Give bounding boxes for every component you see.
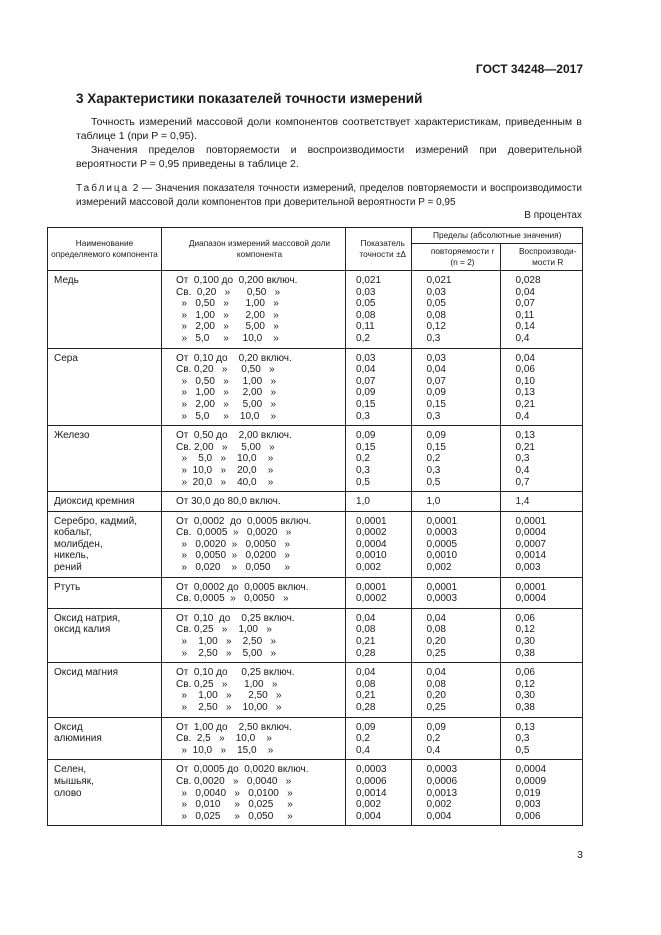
cell-line: 0,21 bbox=[356, 690, 376, 702]
cell-line: 0,019 bbox=[515, 787, 541, 799]
cell-line: От 1,00 до 2,50 включ. bbox=[175, 721, 292, 733]
cell-line: 0,3 bbox=[356, 410, 370, 422]
cell-line: мышьяк, bbox=[54, 775, 94, 787]
cell-line: 0,4 bbox=[515, 410, 530, 422]
cell-line: 0,08 bbox=[356, 309, 376, 321]
cell-line: 0,004 bbox=[356, 810, 382, 822]
cell-line: Диоксид кремния bbox=[54, 496, 135, 508]
cell-accuracy bbox=[346, 426, 412, 492]
cell-line: 0,3 bbox=[426, 332, 441, 344]
cell-accuracy bbox=[346, 760, 412, 826]
cell-line: 0,0004 bbox=[515, 593, 547, 605]
cell-line: 0,38 bbox=[515, 702, 535, 713]
paragraph-limits: Значения пределов повторяемости и воспроизводимости измерений при доверительной вероятности P = 0,95 приведены в таблице 2. bbox=[76, 144, 582, 170]
cell-line: 0,002 bbox=[356, 562, 382, 574]
cell-line: » 5,0 » 10,0 » bbox=[175, 453, 274, 465]
cell-line: 0,0006 bbox=[356, 775, 387, 787]
cell-line: 0,21 bbox=[356, 636, 376, 648]
cell-line: 0,20 bbox=[426, 636, 446, 648]
cell-reproducibility bbox=[501, 608, 583, 662]
cell-line: Св. 0,0005 » 0,0050 » bbox=[175, 593, 289, 605]
cell-line: 0,25 bbox=[426, 647, 446, 659]
cell-line: 0,04 bbox=[515, 286, 535, 298]
cell-line: 0,06 bbox=[515, 364, 535, 376]
header-limits: Пределы (абсолютные значения) bbox=[412, 228, 583, 244]
cell-reproducibility bbox=[501, 760, 583, 826]
cell-line: 0,12 bbox=[426, 321, 446, 333]
cell-line: 0,0003 bbox=[426, 764, 458, 776]
cell-line: 0,07 bbox=[356, 375, 376, 387]
cell-line: » 0,0050 » 0,0200 » bbox=[175, 550, 290, 562]
cell-reproducibility bbox=[501, 271, 583, 349]
cell-line: 0,4 bbox=[515, 464, 530, 476]
cell-accuracy bbox=[346, 608, 412, 662]
cell-line: 0,002 bbox=[426, 562, 452, 574]
cell-line: От 0,10 до 0,20 включ. bbox=[175, 352, 292, 364]
cell-line: 0,04 bbox=[426, 667, 446, 679]
cell-line: 0,0004 bbox=[515, 527, 547, 539]
cell-line: 0,08 bbox=[356, 678, 376, 690]
cell-line: 0,3 bbox=[426, 410, 441, 422]
cell-line: 0,0001 bbox=[356, 515, 387, 527]
header-reproducibility: Воспроизводи-мости R bbox=[501, 244, 583, 271]
cell-reproducibility bbox=[501, 717, 583, 760]
cell-line: От 0,50 до 2,00 включ. bbox=[175, 430, 292, 442]
cell-line: 0,08 bbox=[426, 678, 446, 690]
cell-reproducibility bbox=[501, 663, 583, 717]
cell-line: 0,04 bbox=[356, 364, 376, 376]
cell-line: 0,28 bbox=[356, 647, 376, 659]
cell-line: 0,38 bbox=[515, 647, 535, 659]
cell-line: 0,03 bbox=[356, 352, 376, 364]
table-caption bbox=[76, 182, 582, 210]
cell-line: 0,006 bbox=[515, 810, 541, 822]
cell-line: 0,0004 bbox=[515, 764, 547, 776]
cell-line: Св. 0,20 » 0,50 » bbox=[175, 286, 281, 298]
cell-line: 0,13 bbox=[515, 721, 535, 733]
cell-line: 0,08 bbox=[356, 624, 376, 636]
cell-line: 0,0001 bbox=[515, 581, 547, 593]
cell-repeatability bbox=[412, 426, 501, 492]
table-row bbox=[48, 271, 583, 349]
cell-range bbox=[161, 663, 345, 717]
cell-line: 1,0 bbox=[356, 496, 370, 508]
cell-line: 0,003 bbox=[515, 799, 541, 811]
cell-line: 0,5 bbox=[356, 476, 370, 488]
cell-line: 0,4 bbox=[356, 744, 370, 756]
cell-line: кобальт, bbox=[54, 527, 92, 539]
cell-line: 0,10 bbox=[515, 375, 535, 387]
cell-line: 0,12 bbox=[515, 624, 535, 636]
table-row bbox=[48, 426, 583, 492]
cell-line: Св. 0,25 » 1,00 » bbox=[175, 624, 272, 636]
cell-repeatability bbox=[412, 717, 501, 760]
cell-accuracy bbox=[346, 717, 412, 760]
cell-line: Св. 0,25 » 1,00 » bbox=[175, 678, 278, 690]
cell-range bbox=[161, 511, 345, 577]
cell-line: 0,04 bbox=[356, 667, 376, 679]
cell-line: » 1,00 » 2,50 » bbox=[175, 636, 277, 648]
cell-line: 0,05 bbox=[426, 298, 446, 310]
cell-component bbox=[48, 760, 162, 826]
cell-component bbox=[48, 717, 162, 760]
table-unit: В процентах bbox=[524, 210, 582, 221]
cell-line: От 0,0005 до 0,0020 включ. bbox=[175, 764, 309, 776]
cell-accuracy bbox=[346, 577, 412, 608]
cell-accuracy bbox=[346, 663, 412, 717]
cell-component bbox=[48, 577, 162, 608]
cell-line: 0,21 bbox=[515, 441, 535, 453]
cell-reproducibility bbox=[501, 492, 583, 512]
cell-line: 0,0003 bbox=[426, 593, 458, 605]
cell-line: » 1,00 » 2,00 » bbox=[175, 309, 279, 321]
cell-repeatability bbox=[412, 271, 501, 349]
cell-line: 0,2 bbox=[356, 733, 370, 745]
cell-range bbox=[161, 348, 345, 426]
cell-line: 0,004 bbox=[426, 810, 452, 822]
cell-line: 0,11 bbox=[356, 321, 375, 333]
header-repeatability: повторяемости r (n = 2) bbox=[412, 244, 501, 271]
cell-line: 0,09 bbox=[356, 721, 376, 733]
cell-repeatability bbox=[412, 760, 501, 826]
standard-number: ГОСТ 34248—2017 bbox=[475, 62, 583, 76]
cell-line: 0,2 bbox=[356, 332, 370, 344]
cell-line: 0,08 bbox=[426, 624, 446, 636]
cell-repeatability bbox=[412, 348, 501, 426]
section-title: 3 Характеристики показателей точности измерений bbox=[76, 91, 423, 106]
cell-range bbox=[161, 426, 345, 492]
precision-table bbox=[47, 227, 583, 826]
cell-line: никель, bbox=[54, 550, 89, 562]
cell-reproducibility bbox=[501, 348, 583, 426]
cell-line: 0,0002 bbox=[356, 527, 387, 539]
cell-line: 0,0003 bbox=[426, 527, 458, 539]
cell-line: 0,04 bbox=[515, 352, 535, 364]
cell-line: » 2,50 » 5,00 » bbox=[175, 647, 277, 659]
cell-line: 0,0014 bbox=[515, 550, 547, 562]
cell-line: » 0,0020 » 0,0050 » bbox=[175, 538, 290, 550]
cell-line: Железо bbox=[54, 430, 90, 442]
cell-line: 0,15 bbox=[356, 441, 376, 453]
cell-line: От 0,100 до 0,200 включ. bbox=[175, 275, 298, 286]
cell-range bbox=[161, 717, 345, 760]
cell-line: Св. 2,00 » 5,00 » bbox=[175, 441, 275, 453]
cell-component bbox=[48, 426, 162, 492]
cell-line: 0,7 bbox=[515, 476, 530, 488]
cell-line: 0,2 bbox=[426, 453, 441, 465]
header-accuracy: Показатель точности ±Δ bbox=[346, 228, 412, 271]
table-row bbox=[48, 577, 583, 608]
cell-line: 0,04 bbox=[356, 612, 376, 624]
cell-line: 0,0014 bbox=[356, 787, 387, 799]
cell-line: Оксид bbox=[54, 721, 83, 733]
cell-line: » 0,50 » 1,00 » bbox=[175, 375, 277, 387]
cell-line: 0,09 bbox=[426, 721, 446, 733]
cell-line: 0,002 bbox=[356, 799, 382, 811]
cell-repeatability bbox=[412, 608, 501, 662]
cell-line: 1,0 bbox=[426, 496, 441, 508]
cell-line: 0,0002 bbox=[356, 593, 387, 605]
cell-line: 0,21 bbox=[515, 398, 535, 410]
cell-line: » 20,0 » 40,0 » bbox=[175, 476, 274, 488]
cell-line: 0,06 bbox=[515, 667, 535, 679]
cell-line: 0,2 bbox=[356, 453, 370, 465]
cell-line: 0,28 bbox=[356, 702, 376, 713]
cell-line: 0,0001 bbox=[426, 581, 458, 593]
cell-line: От 30,0 до 80,0 включ. bbox=[175, 496, 281, 508]
cell-line: алюминия bbox=[54, 733, 102, 745]
cell-line: » 2,00 » 5,00 » bbox=[175, 321, 279, 333]
table-row bbox=[48, 717, 583, 760]
cell-line: 0,05 bbox=[356, 298, 376, 310]
cell-line: 0,0001 bbox=[426, 515, 458, 527]
table-row bbox=[48, 663, 583, 717]
cell-line: 0,03 bbox=[426, 352, 446, 364]
cell-line: От 0,0002 до 0,0005 включ. bbox=[175, 515, 312, 527]
table-row bbox=[48, 348, 583, 426]
cell-line: 0,04 bbox=[426, 612, 446, 624]
cell-line: » 0,0040 » 0,0100 » bbox=[175, 787, 293, 799]
cell-line: » 0,025 » 0,050 » bbox=[175, 810, 293, 822]
cell-line: 0,3 bbox=[426, 464, 441, 476]
cell-line: 0,0004 bbox=[356, 538, 387, 550]
cell-line: 0,0001 bbox=[356, 581, 387, 593]
cell-line: Сера bbox=[54, 352, 78, 364]
cell-line: » 0,50 » 1,00 » bbox=[175, 298, 279, 310]
cell-line: Медь bbox=[54, 275, 79, 286]
table-row bbox=[48, 608, 583, 662]
cell-line: » 1,00 » 2,50 » bbox=[175, 690, 282, 702]
cell-line: 0,0001 bbox=[515, 515, 547, 527]
cell-line: 0,11 bbox=[515, 309, 535, 321]
cell-line: 0,3 bbox=[356, 464, 370, 476]
cell-repeatability bbox=[412, 511, 501, 577]
cell-line: 0,0010 bbox=[356, 550, 387, 562]
cell-range bbox=[161, 608, 345, 662]
cell-line: 0,5 bbox=[426, 476, 441, 488]
page-number: 3 bbox=[577, 849, 583, 861]
cell-line: 0,25 bbox=[426, 702, 446, 713]
cell-line: 0,04 bbox=[426, 364, 446, 376]
cell-line: » 10,0 » 15,0 » bbox=[175, 744, 274, 756]
cell-line: Серебро, кадмий, bbox=[54, 515, 138, 527]
cell-line: 0,08 bbox=[426, 309, 446, 321]
cell-line: 0,09 bbox=[426, 430, 446, 442]
cell-line: 0,15 bbox=[356, 398, 376, 410]
cell-line: 0,0010 bbox=[426, 550, 458, 562]
cell-line: оксид калия bbox=[54, 624, 111, 636]
cell-line: 0,30 bbox=[515, 690, 535, 702]
cell-line: Селен, bbox=[54, 764, 87, 776]
cell-range bbox=[161, 492, 345, 512]
cell-component bbox=[48, 663, 162, 717]
cell-line: 0,0006 bbox=[426, 775, 458, 787]
cell-line: 0,3 bbox=[515, 453, 530, 465]
cell-line: Св. 0,0005 » 0,0020 » bbox=[175, 527, 292, 539]
cell-line: 0,07 bbox=[515, 298, 535, 310]
cell-line: От 0,0002 до 0,0005 включ. bbox=[175, 581, 309, 593]
cell-line: 0,15 bbox=[426, 441, 446, 453]
cell-line: 0,03 bbox=[426, 286, 446, 298]
cell-accuracy bbox=[346, 511, 412, 577]
cell-line: 0,06 bbox=[515, 612, 535, 624]
cell-line: 0,14 bbox=[515, 321, 535, 333]
cell-line: молибден, bbox=[54, 538, 103, 550]
cell-line: 0,5 bbox=[515, 744, 530, 756]
cell-accuracy bbox=[346, 271, 412, 349]
cell-line: 0,002 bbox=[426, 799, 452, 811]
cell-line: » 0,020 » 0,050 » bbox=[175, 562, 290, 574]
cell-accuracy bbox=[346, 492, 412, 512]
cell-line: 0,3 bbox=[515, 733, 530, 745]
cell-line: От 0,10 до 0,25 включ. bbox=[175, 667, 295, 679]
cell-line: » 0,010 » 0,025 » bbox=[175, 799, 293, 811]
cell-line: 0,0003 bbox=[356, 764, 387, 776]
cell-line: 0,021 bbox=[426, 275, 452, 286]
cell-reproducibility bbox=[501, 426, 583, 492]
cell-component bbox=[48, 608, 162, 662]
cell-repeatability bbox=[412, 492, 501, 512]
cell-line: 0,30 bbox=[515, 636, 535, 648]
cell-component bbox=[48, 271, 162, 349]
cell-line: 0,03 bbox=[356, 286, 376, 298]
cell-line: 0,20 bbox=[426, 690, 446, 702]
cell-line: Ртуть bbox=[54, 581, 81, 593]
cell-component bbox=[48, 348, 162, 426]
cell-repeatability bbox=[412, 577, 501, 608]
cell-line: Св. 2,5 » 10,0 » bbox=[175, 733, 272, 745]
cell-line: рений bbox=[54, 562, 82, 574]
cell-line: 0,4 bbox=[426, 744, 441, 756]
cell-line: 0,13 bbox=[515, 387, 535, 399]
cell-reproducibility bbox=[501, 577, 583, 608]
cell-range bbox=[161, 271, 345, 349]
cell-line: 0,15 bbox=[426, 398, 446, 410]
cell-line: Св. 0,0020 » 0,0040 » bbox=[175, 775, 292, 787]
cell-line: » 5,0 » 10,0 » bbox=[175, 332, 279, 344]
cell-line: 0,0009 bbox=[515, 775, 547, 787]
table-caption-label: Таблица bbox=[76, 183, 130, 194]
cell-line: 0,09 bbox=[356, 430, 376, 442]
cell-line: » 1,00 » 2,00 » bbox=[175, 387, 277, 399]
cell-line: От 0,10 до 0,25 включ. bbox=[175, 612, 295, 624]
cell-line: 0,4 bbox=[515, 332, 530, 344]
cell-line: 1,4 bbox=[515, 496, 530, 508]
cell-line: 0,2 bbox=[426, 733, 441, 745]
cell-component bbox=[48, 511, 162, 577]
cell-line: 0,028 bbox=[515, 275, 541, 286]
cell-line: 0,0007 bbox=[515, 538, 547, 550]
cell-reproducibility bbox=[501, 511, 583, 577]
cell-line: Св. 0,20 » 0,50 » bbox=[175, 364, 275, 376]
table-body bbox=[48, 271, 583, 826]
table-row bbox=[48, 511, 583, 577]
cell-repeatability bbox=[412, 663, 501, 717]
cell-line: 0,13 bbox=[515, 430, 535, 442]
cell-line: 0,021 bbox=[356, 275, 382, 286]
cell-line: олово bbox=[54, 787, 82, 799]
cell-line: » 5,0 » 10,0 » bbox=[175, 410, 277, 422]
paragraph-accuracy: Точность измерений массовой доли компонентов соответствует характеристикам, приведенным в таблице 1 (при P = 0,95). bbox=[76, 116, 582, 142]
cell-range bbox=[161, 760, 345, 826]
cell-line: » 2,50 » 10,00 » bbox=[175, 702, 282, 713]
table-caption-text: 2 — Значения показателя точности измерений, пределов повторяемости и воспроизводимости измерений массовой доли компонентов при доверительной вероятности P = 0,95 bbox=[76, 183, 583, 208]
header-component: Наименование определяемого компонента bbox=[48, 228, 162, 271]
header-range: Диапазон измерений массовой доли компонента bbox=[161, 228, 345, 271]
cell-line: 0,09 bbox=[356, 387, 376, 399]
cell-line: 0,09 bbox=[426, 387, 446, 399]
table-row bbox=[48, 760, 583, 826]
cell-line: 0,0005 bbox=[426, 538, 458, 550]
table-row bbox=[48, 492, 583, 512]
cell-range bbox=[161, 577, 345, 608]
cell-line: » 2,00 » 5,00 » bbox=[175, 398, 277, 410]
cell-line: 0,0013 bbox=[426, 787, 458, 799]
cell-line: » 10,0 » 20,0 » bbox=[175, 464, 274, 476]
cell-line: 0,07 bbox=[426, 375, 446, 387]
cell-line: 0,12 bbox=[515, 678, 535, 690]
cell-component bbox=[48, 492, 162, 512]
cell-line: 0,003 bbox=[515, 562, 541, 574]
cell-accuracy bbox=[346, 348, 412, 426]
cell-line: Оксид натрия, bbox=[54, 612, 121, 624]
cell-line: Оксид магния bbox=[54, 667, 119, 679]
